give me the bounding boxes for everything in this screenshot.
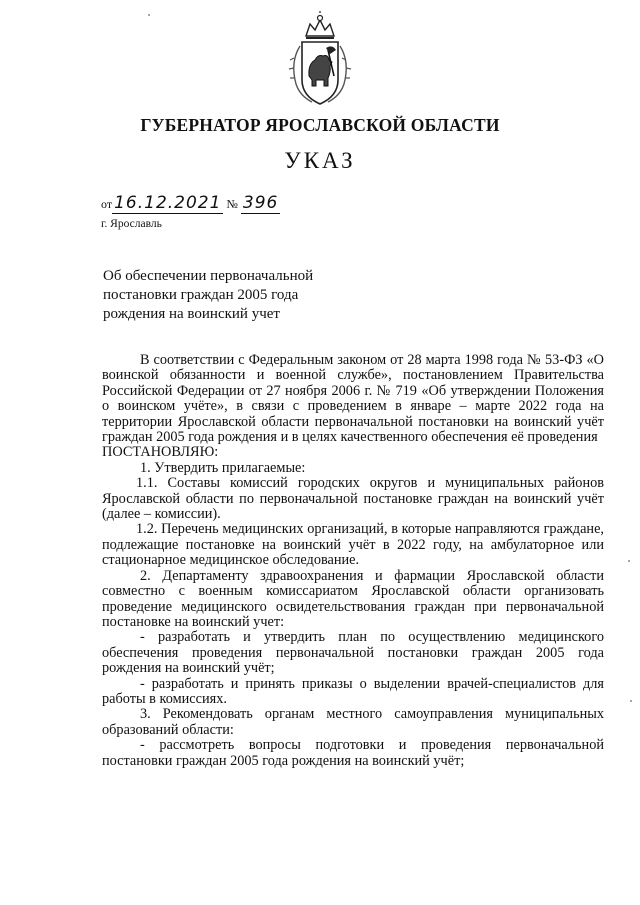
decree-word: ПОСТАНОВЛЯЮ: bbox=[102, 444, 219, 461]
number-prefix: № bbox=[226, 197, 238, 211]
number-value: 396 bbox=[242, 193, 279, 213]
document-type-title: УКАЗ bbox=[284, 148, 356, 173]
scan-speck bbox=[630, 700, 632, 702]
paragraph-1-1: 1.1. Составы комиссий городских округов и муниципальных районов Ярославской области по первоначальной постановке граждан на воинский учёт (далее – комиссии). bbox=[102, 475, 604, 523]
date-value: 16.12.2021 bbox=[114, 193, 222, 213]
scan-speck bbox=[148, 14, 150, 16]
paragraph-2-item-b: - разработать и принять приказы о выделении врачей-специалистов для работы в комиссиях. bbox=[102, 675, 604, 707]
yaroslavl-coat-of-arms-icon bbox=[282, 10, 358, 110]
paragraph-3: 3. Рекомендовать органам местного самоуправления муниципальных образований области: bbox=[102, 706, 604, 738]
authority-title: ГУБЕРНАТОР ЯРОСЛАВСКОЙ ОБЛАСТИ bbox=[140, 115, 500, 135]
number-field bbox=[241, 193, 280, 214]
paragraph-2: 2. Департаменту здравоохранения и фармации Ярославской области совместно с военным комиссариатом Ярославской области организовать проведение медицинского освидетельствования граждан при первоначальной постановке на воинский учет: bbox=[102, 567, 604, 630]
paragraph-1-2: 1.2. Перечень медицинских организаций, в которые направляются граждане, подлежащие постановке на воинский учёт в 2022 году, на амбулаторное или стационарное медицинское обследование. bbox=[102, 521, 604, 569]
paragraph-2-item-a: - разработать и утвердить план по осуществлению медицинского обеспечения проведения первоначальной постановки граждан 2005 года рождения на воинский учёт; bbox=[102, 629, 604, 677]
city-label: г. Ярославль bbox=[101, 218, 162, 230]
date-field bbox=[112, 193, 223, 214]
paragraph-3-item-a: - рассмотреть вопросы подготовки и проведения первоначальной постановки граждан 2005 года рождения на воинский учёт; bbox=[102, 737, 604, 769]
date-prefix: от bbox=[101, 197, 113, 211]
paragraph-1: 1. Утвердить прилагаемые: bbox=[140, 459, 306, 476]
scan-speck bbox=[628, 560, 630, 562]
date-number-line bbox=[101, 193, 280, 214]
decree-body bbox=[102, 353, 604, 769]
preamble-paragraph: В соответствии с Федеральным законом от 28 марта 1998 года № 53-ФЗ «О воинской обязанности и военной службе», постановлением Правительства Российской Федерации от 27 ноября 2006 г. № 719 «Об утверждении Положения о воинском учёте», в связи с проведением в январе – марте 2022 года на территории Ярославской области первоначальной постановки на воинский учёт граждан 2005 года рождения и в целях качественного обеспечения её проведения bbox=[102, 352, 604, 446]
decree-subject: Об обеспечении первоначальной постановки граждан 2005 года рождения на воинский учет bbox=[103, 268, 314, 322]
